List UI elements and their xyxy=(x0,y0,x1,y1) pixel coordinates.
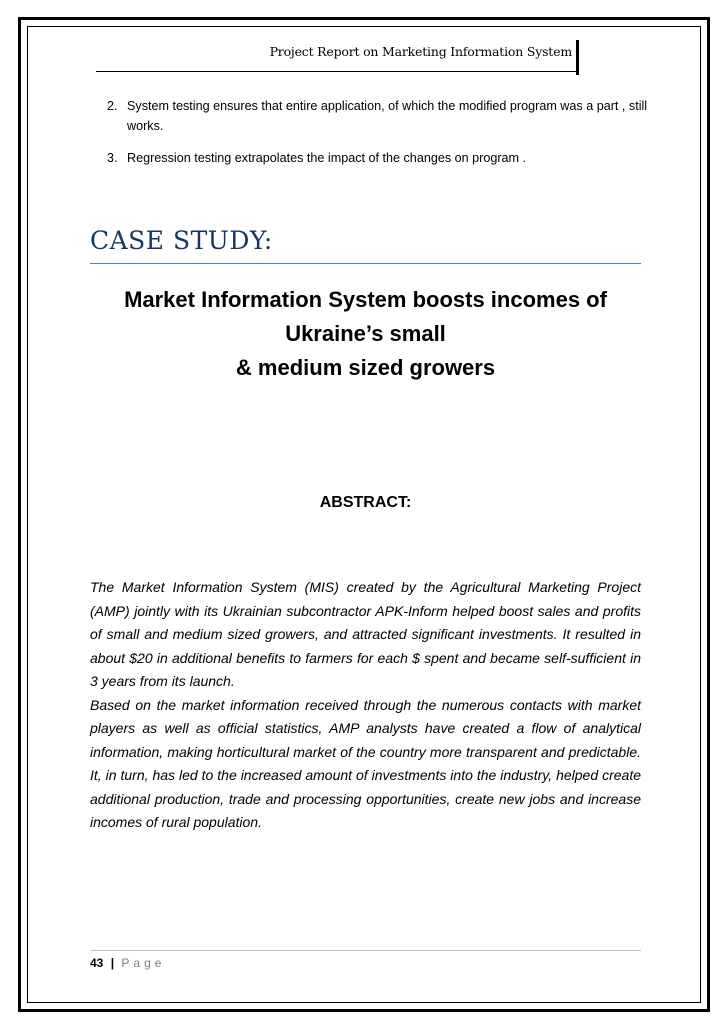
abstract-heading: ABSTRACT: xyxy=(319,494,412,511)
testing-list xyxy=(95,96,655,180)
header-bar xyxy=(576,40,579,75)
title-line: Ukraine’s small xyxy=(285,321,446,346)
heading-rule xyxy=(90,263,641,264)
footer-separator: | xyxy=(110,956,115,970)
page-label: Page xyxy=(121,956,166,970)
abstract-paragraph: Based on the market information received through the numerous contacts with market players as well as official statistics, AMP analysts have created a flow of analytical information, making horticultural market of the country more transparent and predictable. It, in turn, has led to the increased amount of investments into the industry, helped create additional production, trade and processing opportunities, create new jobs and increase incomes of rural population. xyxy=(90,696,641,830)
list-number: 3. xyxy=(107,151,118,165)
abstract-paragraph: The Market Information System (MIS) created by the Agricultural Marketing Project (AMP) jointly with its Ukrainian subcontractor APK-Inform helped boost sales and profits of small and medium sized growers, and attracted significant investments. It resulted in about $20 in additional benefits to farmers for each $ spent and became self-sufficient in 3 years from its launch. xyxy=(90,579,641,689)
case-study-heading: CASE STUDY: xyxy=(90,226,273,255)
footer-rule xyxy=(90,950,641,951)
title-line: Market Information System boosts incomes of xyxy=(124,287,607,312)
list-item xyxy=(95,148,655,168)
list-number: 2. xyxy=(107,99,118,113)
header-rule xyxy=(96,71,576,72)
running-header: Project Report on Marketing Information System xyxy=(269,44,572,59)
page-number: 43 xyxy=(90,956,104,970)
abstract-body xyxy=(90,576,641,835)
list-text: Regression testing extrapolates the impact of the changes on program . xyxy=(127,151,527,165)
page-footer xyxy=(90,956,165,970)
list-item xyxy=(95,96,655,136)
list-text: System testing ensures that entire application, of which the modified program was a part , still works. xyxy=(127,99,648,133)
case-study-title xyxy=(90,283,641,385)
title-line: & medium sized growers xyxy=(235,355,496,380)
